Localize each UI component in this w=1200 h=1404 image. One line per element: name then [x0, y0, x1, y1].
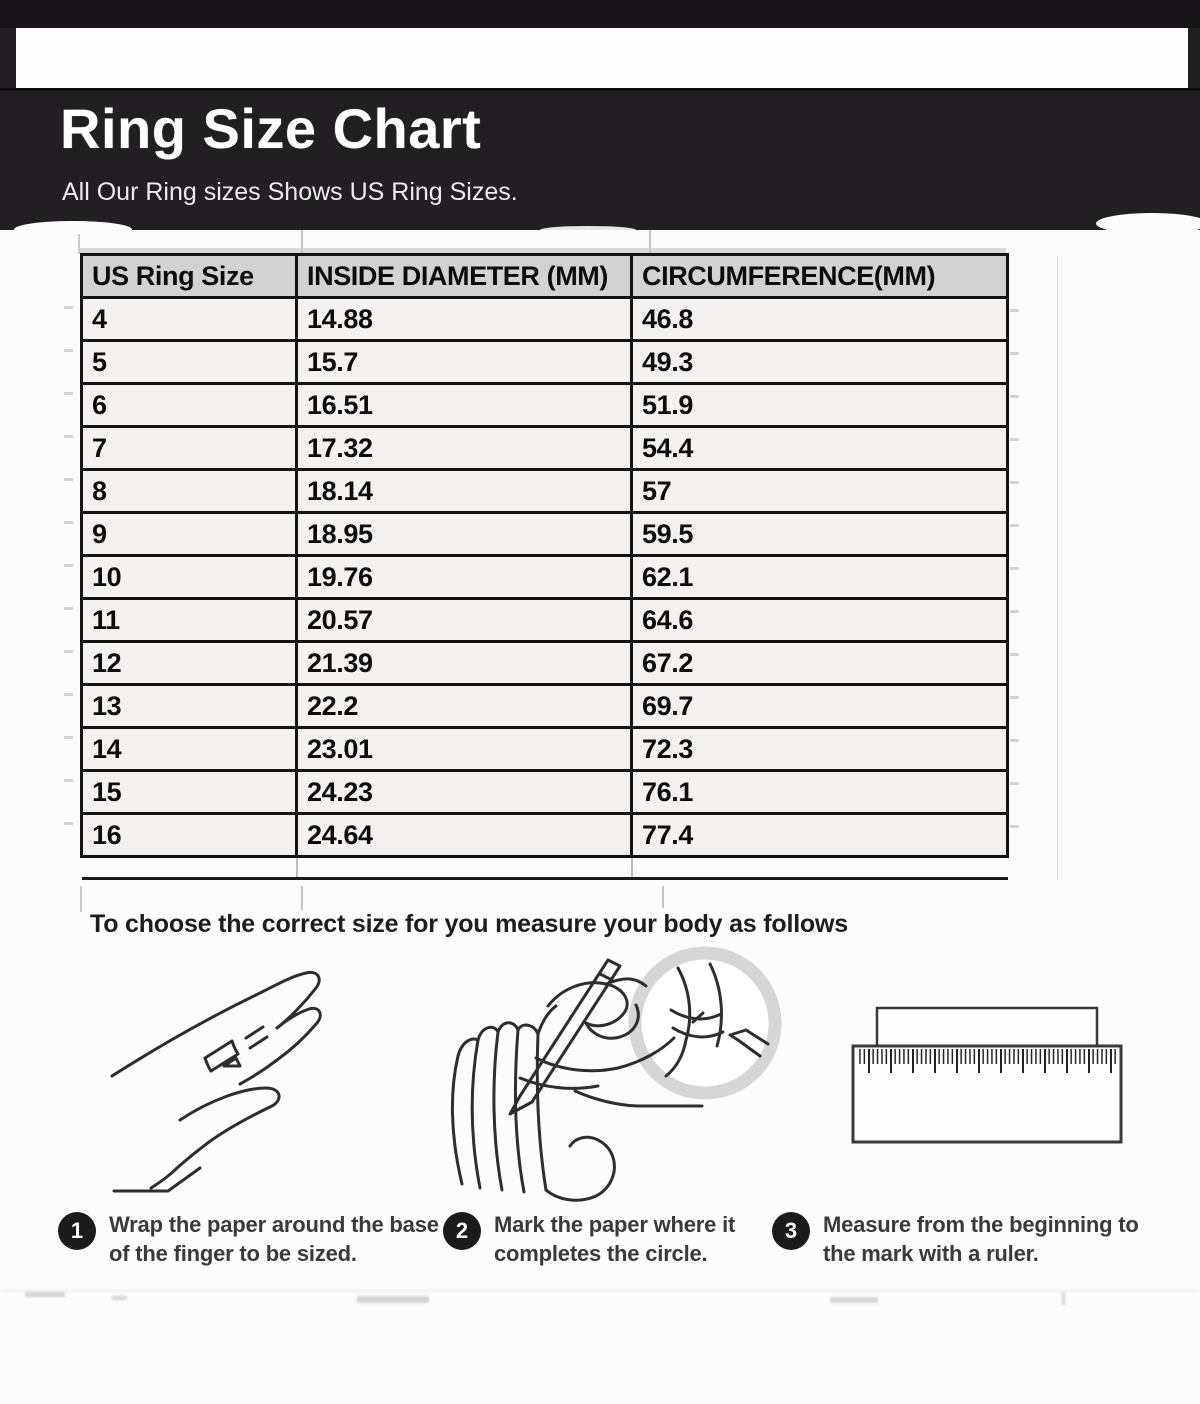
table-row [82, 814, 1008, 857]
scan-tick [1010, 309, 1019, 312]
torn-edge-middle [540, 226, 636, 234]
table-cell: 14 [82, 728, 297, 771]
scan-tick [64, 564, 73, 567]
table-cell: 18.95 [297, 513, 632, 556]
scan-artifact [830, 1297, 878, 1303]
table-row [82, 384, 1008, 427]
table-cell [632, 857, 1008, 879]
scan-artifact [80, 886, 82, 912]
scan-tick [1010, 481, 1019, 484]
scan-artifact [662, 886, 664, 908]
hand-with-paper-strip-illustration [108, 968, 358, 1198]
size-table-body [82, 298, 1008, 879]
step-1-text: Wrap the paper around the base of the finger to be sized. [109, 1212, 439, 1266]
table-cell: 9 [82, 513, 297, 556]
scan-tick [64, 435, 73, 438]
scan-tick [64, 693, 73, 696]
scan-tick [1010, 739, 1019, 742]
ruler-ticks-long [857, 1049, 1117, 1073]
scan-tick [64, 779, 73, 782]
page-title: Ring Size Chart [60, 97, 482, 160]
table-cell: 5 [82, 341, 297, 384]
scan-artifact [25, 1292, 65, 1297]
step-3 [772, 1210, 1172, 1268]
scan-tick [64, 306, 73, 309]
table-row [82, 427, 1008, 470]
scan-tick [1010, 696, 1019, 699]
scan-artifact [357, 1296, 429, 1303]
measure-intro-text: To choose the correct size for you measure your body as follows [90, 910, 848, 938]
table-cell: 67.2 [632, 642, 1008, 685]
scan-artifact [78, 234, 80, 254]
torn-edge-right [1096, 213, 1200, 234]
table-cell: 19.76 [297, 556, 632, 599]
step-3-text: Measure from the beginning to the mark with a ruler. [823, 1212, 1139, 1266]
table-cell: 69.7 [632, 685, 1008, 728]
table-cell: 10 [82, 556, 297, 599]
hand-paper-icon [108, 968, 358, 1198]
table-row [82, 771, 1008, 814]
scan-artifact [649, 230, 651, 254]
scan-artifact [0, 1290, 1200, 1292]
step-1-number-badge: 1 [58, 1212, 96, 1250]
table-cell: 54.4 [632, 427, 1008, 470]
table-row [82, 556, 1008, 599]
col-header-us-ring-size: US Ring Size [82, 255, 297, 298]
col-header-inside-diameter: INSIDE DIAMETER (MM) [297, 255, 632, 298]
table-row [82, 298, 1008, 341]
scan-tick [1010, 438, 1019, 441]
table-row [82, 642, 1008, 685]
table-cell [82, 857, 297, 879]
step-2 [443, 1210, 773, 1268]
col-header-circumference: CIRCUMFERENCE(MM) [632, 255, 1008, 298]
table-row [82, 470, 1008, 513]
table-cell: 7 [82, 427, 297, 470]
scan-tick [64, 822, 73, 825]
page-subtitle: All Our Ring sizes Shows US Ring Sizes. [62, 178, 518, 206]
table-row [82, 513, 1008, 556]
scan-tick [64, 650, 73, 653]
hand-pencil-icon [440, 938, 830, 1228]
scan-tick [64, 392, 73, 395]
header-band [0, 0, 1200, 230]
table-cell: 23.01 [297, 728, 632, 771]
scan-tick [1010, 782, 1019, 785]
ring-size-table [80, 253, 1009, 880]
scan-tick [64, 521, 73, 524]
header-white-band [16, 28, 1188, 88]
table-cell: 57 [632, 470, 1008, 513]
table-cell: 17.32 [297, 427, 632, 470]
scan-tick [1010, 352, 1019, 355]
table-cell: 24.64 [297, 814, 632, 857]
header-divider-line [0, 88, 1200, 91]
table-cell: 64.6 [632, 599, 1008, 642]
table-cell: 59.5 [632, 513, 1008, 556]
scan-tick [1010, 825, 1019, 828]
table-cell: 14.88 [297, 298, 632, 341]
step-2-text: Mark the paper where it completes the circle. [494, 1212, 736, 1266]
magnifier-circle [635, 953, 775, 1093]
table-header-row [82, 255, 1008, 298]
scan-artifact [1057, 256, 1058, 880]
table-cell: 13 [82, 685, 297, 728]
ruler-measuring-paper-illustration [845, 1000, 1135, 1150]
table-empty-row [82, 857, 1008, 879]
table-cell: 15.7 [297, 341, 632, 384]
table-cell: 20.57 [297, 599, 632, 642]
scan-artifact [1062, 1292, 1065, 1305]
table-cell: 62.1 [632, 556, 1008, 599]
table-cell: 72.3 [632, 728, 1008, 771]
table-cell: 18.14 [297, 470, 632, 513]
scan-tick [1010, 395, 1019, 398]
table-cell: 4 [82, 298, 297, 341]
scan-tick [64, 736, 73, 739]
torn-edge-left [14, 221, 132, 238]
hand-marking-paper-with-pencil-illustration [440, 938, 830, 1228]
scan-tick [1010, 524, 1019, 527]
table-row [82, 599, 1008, 642]
table-cell: 11 [82, 599, 297, 642]
table-cell: 15 [82, 771, 297, 814]
table-cell: 16 [82, 814, 297, 857]
table-cell: 16.51 [297, 384, 632, 427]
step-1 [58, 1210, 450, 1268]
table-cell [297, 857, 632, 879]
table-row [82, 341, 1008, 384]
table-cell: 8 [82, 470, 297, 513]
step-3-number-badge: 3 [772, 1212, 810, 1250]
scan-tick [64, 478, 73, 481]
table-row [82, 728, 1008, 771]
scan-artifact [112, 1296, 127, 1300]
table-cell: 76.1 [632, 771, 1008, 814]
table-cell: 24.23 [297, 771, 632, 814]
scan-artifact [301, 886, 303, 910]
scan-tick [1010, 610, 1019, 613]
scan-tick [1010, 567, 1019, 570]
table-cell: 49.3 [632, 341, 1008, 384]
table-cell: 51.9 [632, 384, 1008, 427]
scan-tick [64, 349, 73, 352]
table-cell: 22.2 [297, 685, 632, 728]
table-cell: 77.4 [632, 814, 1008, 857]
table-row [82, 685, 1008, 728]
scan-tick [64, 607, 73, 610]
step-2-number-badge: 2 [443, 1212, 481, 1250]
ruler-icon [845, 1000, 1135, 1150]
scan-tick [1010, 653, 1019, 656]
table-cell: 12 [82, 642, 297, 685]
scan-artifact [301, 230, 303, 254]
table-cell: 21.39 [297, 642, 632, 685]
table-cell: 6 [82, 384, 297, 427]
table-cell: 46.8 [632, 298, 1008, 341]
header-top-strip [0, 0, 1200, 28]
